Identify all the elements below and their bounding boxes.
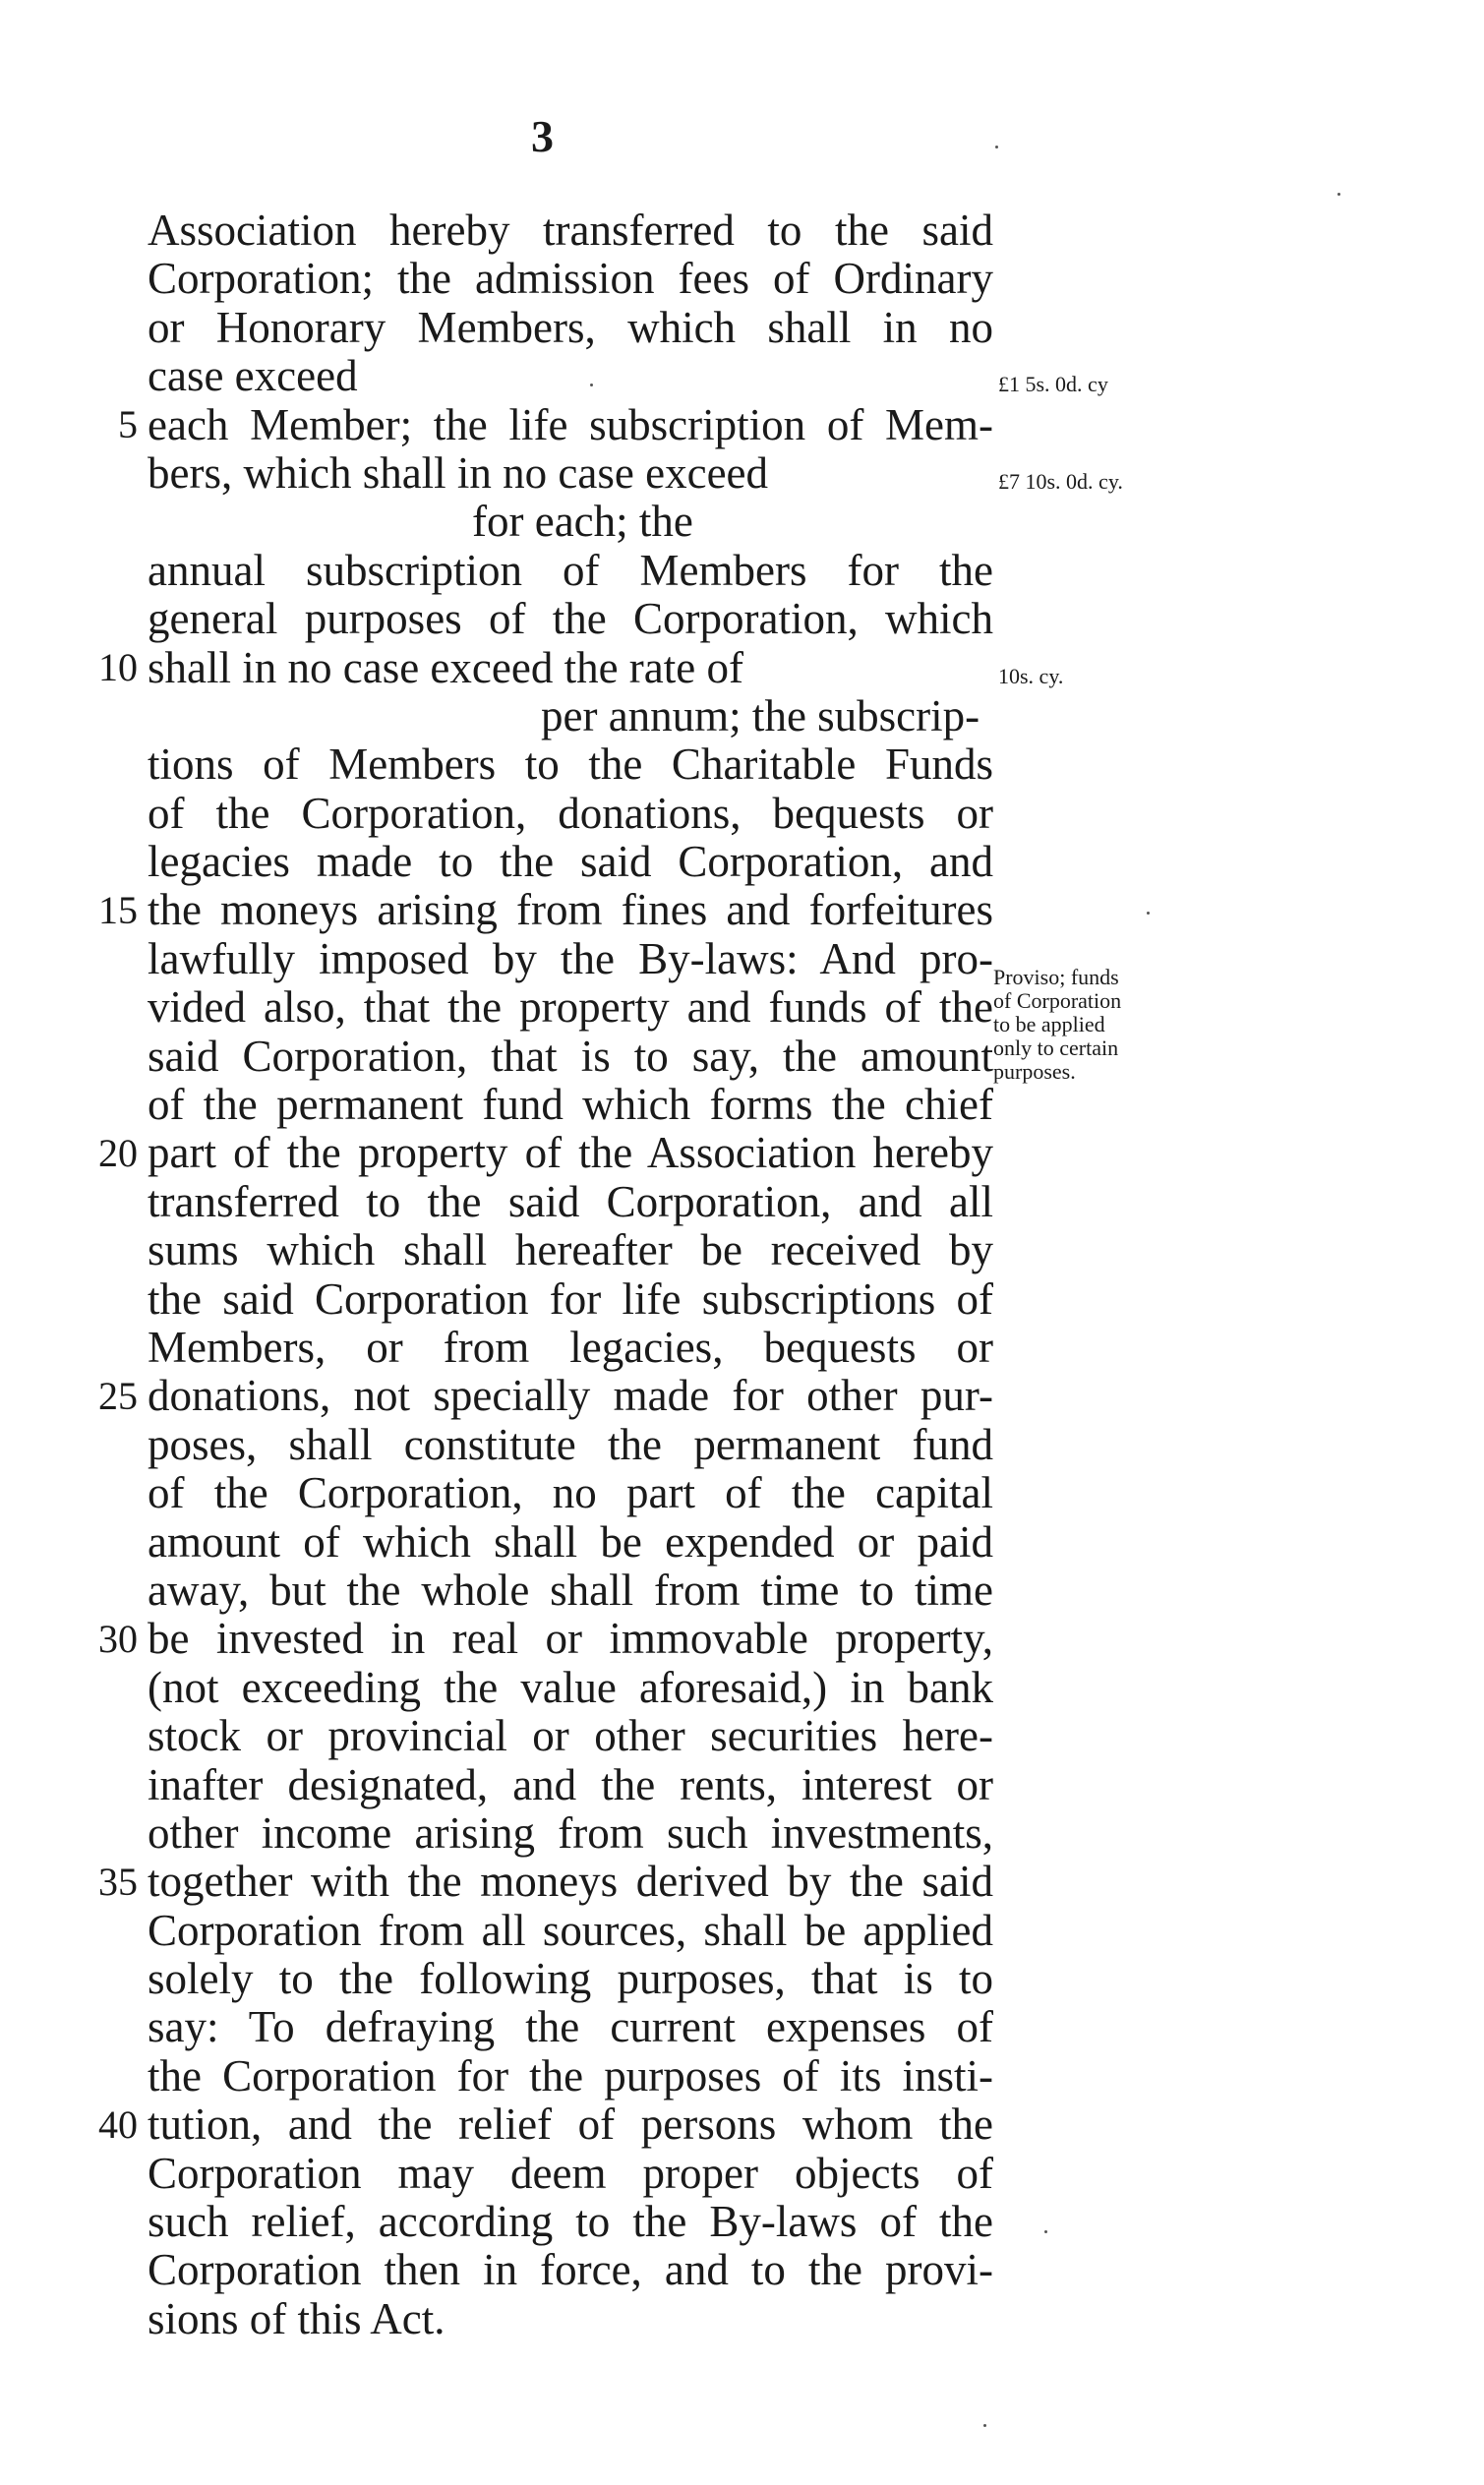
text-line: the Corporation for the purposes of its insti-	[148, 2050, 993, 2100]
scan-speck	[1044, 2230, 1047, 2233]
text-line: sions of this Act.	[148, 2293, 445, 2343]
text-line: tions of Members to the Charitable Funds	[148, 740, 993, 790]
text-line: tution, and the relief of persons whom the	[148, 2100, 993, 2150]
text-line: Corporation may deem proper objects of	[148, 2148, 993, 2198]
line-number: 15	[98, 887, 138, 932]
line-number: 30	[98, 1616, 138, 1661]
text-line: other income arising from such investments,	[148, 1807, 993, 1858]
text-line: amount of which shall be expended or paid	[148, 1516, 993, 1567]
text-line: per annum; the subscrip-	[541, 690, 980, 740]
text-line: (not exceeding the value aforesaid,) in bank	[148, 1662, 993, 1712]
text-line: stock or provincial or other securities here-	[148, 1711, 993, 1761]
text-line: be invested in real or immovable property,	[148, 1614, 993, 1664]
text-line: Association hereby transferred to the said	[148, 206, 993, 255]
margin-note	[993, 966, 1210, 1084]
text-line: sums which shall hereafter be received by	[148, 1225, 993, 1275]
margin-note-line: to be applied	[993, 1012, 1105, 1036]
text-line: said Corporation, that is to say, the amount	[148, 1031, 993, 1081]
margin-note-line: purposes.	[993, 1059, 1076, 1084]
text-line: Corporation then in force, and to the provi-	[148, 2245, 993, 2295]
text-line: legacies made to the said Corporation, and	[148, 837, 993, 887]
text-line: the moneys arising from fines and forfeitures	[148, 885, 993, 935]
text-line: part of the property of the Association hereby	[148, 1128, 993, 1178]
page-number: 3	[531, 111, 554, 161]
text-line: general purposes of the Corporation, which	[148, 594, 993, 644]
text-line: for each; the	[472, 497, 693, 547]
text-line: Corporation from all sources, shall be applied	[148, 1905, 993, 1955]
margin-note-line: Proviso; funds	[993, 965, 1119, 989]
text-line: of the Corporation, no part of the capital	[148, 1468, 993, 1518]
scan-speck	[1337, 193, 1340, 196]
margin-amount: 10s. cy.	[998, 664, 1064, 688]
margin-note-line: only to certain	[993, 1035, 1119, 1060]
line-number: 25	[98, 1373, 138, 1418]
margin-amount: £7 10s. 0d. cy.	[998, 469, 1123, 494]
text-line: say: To defraying the current expenses of	[148, 2002, 993, 2052]
line-number: 35	[98, 1859, 138, 1904]
line-number: 40	[98, 2101, 138, 2147]
text-line: donations, not specially made for other pur-	[148, 1371, 993, 1421]
margin-amount: £1 5s. 0d. cy	[998, 372, 1108, 396]
text-line: shall in no case exceed the rate of	[148, 642, 743, 692]
text-line: Members, or from legacies, bequests or	[148, 1322, 993, 1372]
text-line: inafter designated, and the rents, interest or	[148, 1759, 993, 1809]
line-number: 10	[98, 644, 138, 689]
margin-note-line: of Corporation	[993, 988, 1122, 1013]
text-line: each Member; the life subscription of Mem-	[148, 399, 993, 449]
body-text	[148, 207, 993, 2343]
line-number: 5	[118, 401, 138, 446]
scan-speck	[590, 384, 593, 386]
text-line: vided also, that the property and funds of the	[148, 982, 993, 1033]
text-line: bers, which shall in no case exceed	[148, 447, 769, 498]
text-line: transferred to the said Corporation, and all	[148, 1176, 993, 1226]
text-line: such relief, according to the By-laws of the	[148, 2197, 993, 2247]
scan-speck	[1147, 912, 1150, 915]
scan-speck	[995, 146, 998, 148]
text-line: together with the moneys derived by the said	[148, 1857, 993, 1907]
line-number: 20	[98, 1130, 138, 1175]
text-line: the said Corporation for life subscriptions of	[148, 1273, 993, 1324]
text-line: away, but the whole shall from time to time	[148, 1565, 993, 1615]
text-line: case exceed	[148, 351, 358, 401]
text-line: of the Corporation, donations, bequests or	[148, 788, 993, 838]
text-line: of the permanent fund which forms the chief	[148, 1080, 993, 1130]
text-line: annual subscription of Members for the	[148, 545, 993, 595]
text-line: Corporation; the admission fees of Ordinary	[148, 254, 993, 304]
scan-speck	[983, 2424, 986, 2427]
text-line: lawfully imposed by the By-laws: And pro-	[148, 933, 993, 983]
text-line: or Honorary Members, which shall in no	[148, 302, 993, 352]
text-line: poses, shall constitute the permanent fund	[148, 1419, 993, 1469]
text-line: solely to the following purposes, that is to	[148, 1954, 993, 2004]
